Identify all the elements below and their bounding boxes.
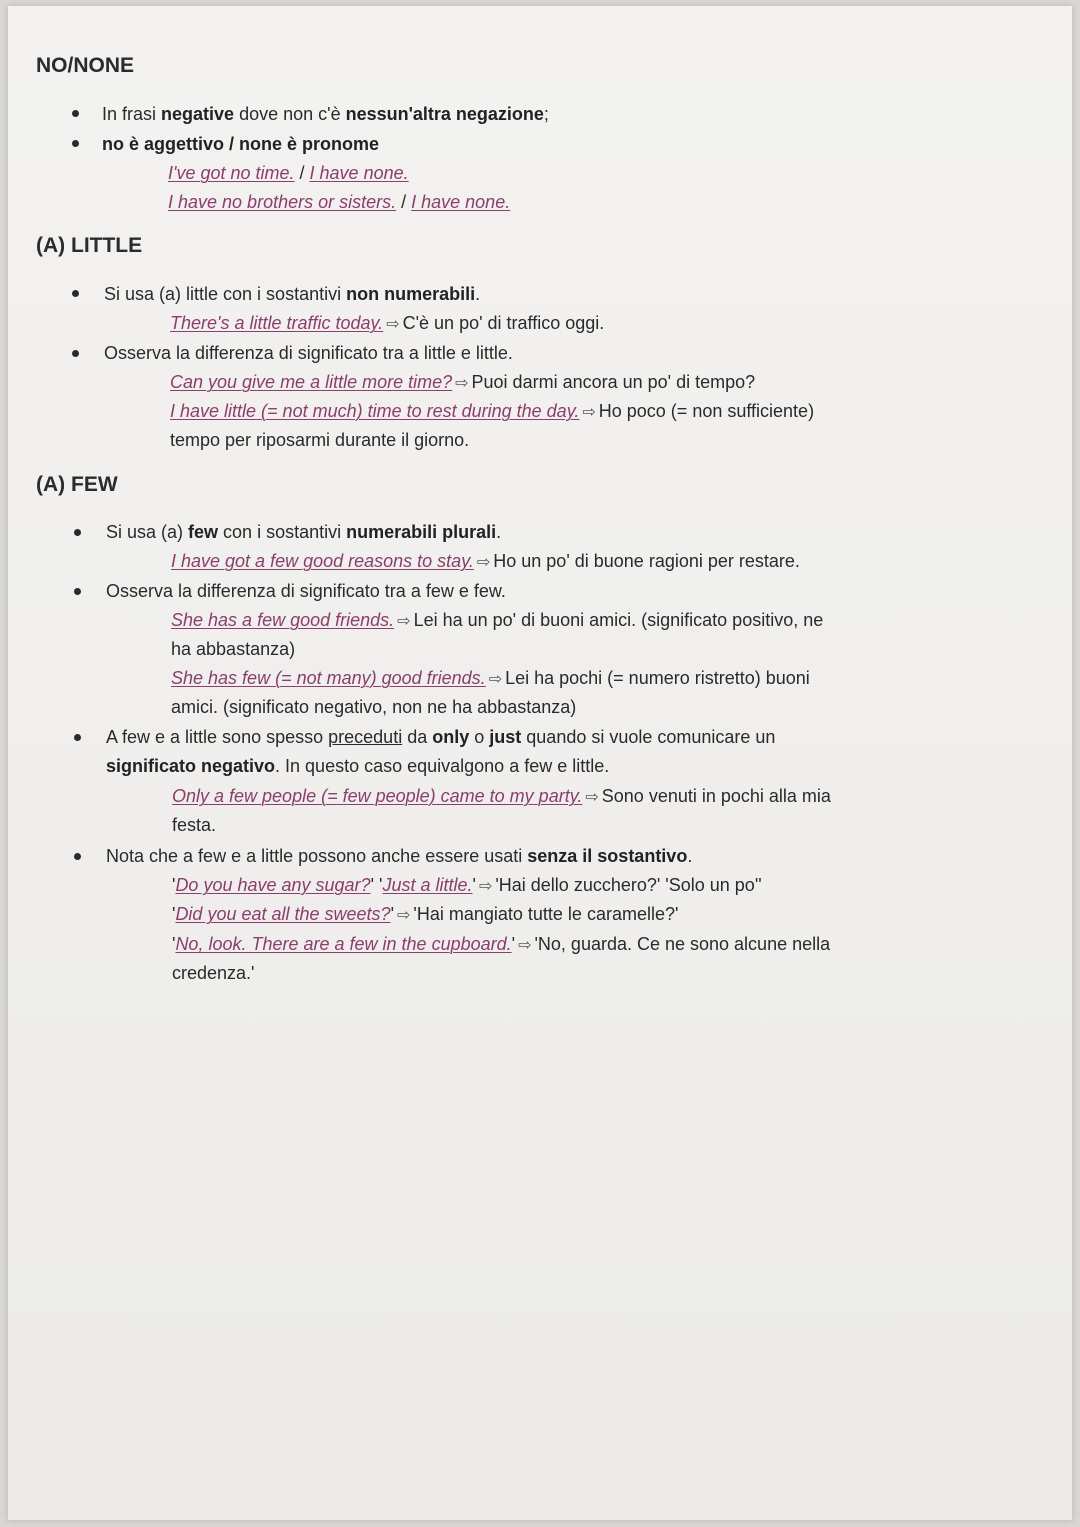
bullet-icon xyxy=(72,350,79,357)
example-continuation: amici. (significato negativo, non ne ha abbastanza) xyxy=(171,697,577,717)
bullet-icon xyxy=(74,529,81,536)
arrow-right-icon: ⇨ xyxy=(476,554,491,571)
example-line: Only a few people (= few people) came to my party. ⇨ Sono venuti in pochi alla mia xyxy=(172,786,831,806)
arrow-right-icon: ⇨ xyxy=(397,613,411,630)
example-line: I have no brothers or sisters. / I have none. xyxy=(168,192,511,212)
example-line: She has few (= not many) good friends. ⇨ Lei ha pochi (= numero ristretto) buoni xyxy=(171,668,810,688)
example-line: 'No, look. There are a few in the cupboard.' ⇨ 'No, guarda. Ce ne sono alcune nella xyxy=(172,934,831,954)
arrow-right-icon: ⇨ xyxy=(585,789,599,806)
document-page xyxy=(8,6,1072,1520)
bullet-icon xyxy=(74,853,81,860)
rule-line: Si usa (a) few con i sostantivi numerabili plurali. xyxy=(106,522,502,542)
rule-line: A few e a little sono spesso preceduti da only o just quando si vuole comunicare un xyxy=(106,727,776,747)
example-line: 'Did you eat all the sweets?' ⇨ 'Hai mangiato tutte le caramelle?' xyxy=(172,904,679,924)
section-title-few: (A) FEW xyxy=(36,473,118,496)
section-title-no-none: NO/NONE xyxy=(36,54,135,77)
arrow-right-icon: ⇨ xyxy=(397,907,411,924)
arrow-right-icon: ⇨ xyxy=(455,375,469,392)
arrow-right-icon: ⇨ xyxy=(386,316,400,333)
example-line: 'Do you have any sugar?' 'Just a little.' ⇨ 'Hai dello zucchero?' 'Solo un po'' xyxy=(172,875,762,895)
example-continuation: credenza.' xyxy=(172,963,255,983)
bullet-icon xyxy=(74,734,81,741)
bullet-icon xyxy=(72,290,79,297)
rule-line: In frasi negative dove non c'è nessun'altra negazione; xyxy=(102,104,549,124)
example-line: There's a little traffic today. ⇨ C'è un po' di traffico oggi. xyxy=(170,313,605,333)
example-line: She has a few good friends. ⇨ Lei ha un po' di buoni amici. (significato positivo, ne xyxy=(171,610,824,630)
bullet-icon xyxy=(72,140,79,147)
rule-line: Osserva la differenza di significato tra a little e little. xyxy=(104,343,513,363)
rule-line: no è aggettivo / none è pronome xyxy=(102,134,380,154)
rule-line: Nota che a few e a little possono anche essere usati senza il sostantivo. xyxy=(106,846,693,866)
example-continuation: tempo per riposarmi durante il giorno. xyxy=(170,430,470,450)
example-line: I've got no time. / I have none. xyxy=(168,163,409,183)
arrow-right-icon: ⇨ xyxy=(582,404,596,421)
example-line: I have got a few good reasons to stay. ⇨ Ho un po' di buone ragioni per restare. xyxy=(171,551,800,571)
arrow-right-icon: ⇨ xyxy=(518,937,532,954)
bullet-icon xyxy=(72,110,79,117)
arrow-right-icon: ⇨ xyxy=(488,671,503,688)
rule-continuation: significato negativo. In questo caso equivalgono a few e little. xyxy=(106,756,610,776)
bullet-icon xyxy=(74,588,81,595)
rule-line: Osserva la differenza di significato tra a few e few. xyxy=(106,581,506,601)
example-line: Can you give me a little more time? ⇨ Puoi darmi ancora un po' di tempo? xyxy=(170,372,756,392)
example-continuation: ha abbastanza) xyxy=(171,639,296,659)
example-line: I have little (= not much) time to rest during the day. ⇨ Ho poco (= non sufficiente) xyxy=(170,401,815,421)
example-continuation: festa. xyxy=(172,815,217,835)
rule-line: Si usa (a) little con i sostantivi non numerabili. xyxy=(104,284,481,304)
section-title-little: (A) LITTLE xyxy=(36,234,143,257)
arrow-right-icon: ⇨ xyxy=(478,878,493,895)
